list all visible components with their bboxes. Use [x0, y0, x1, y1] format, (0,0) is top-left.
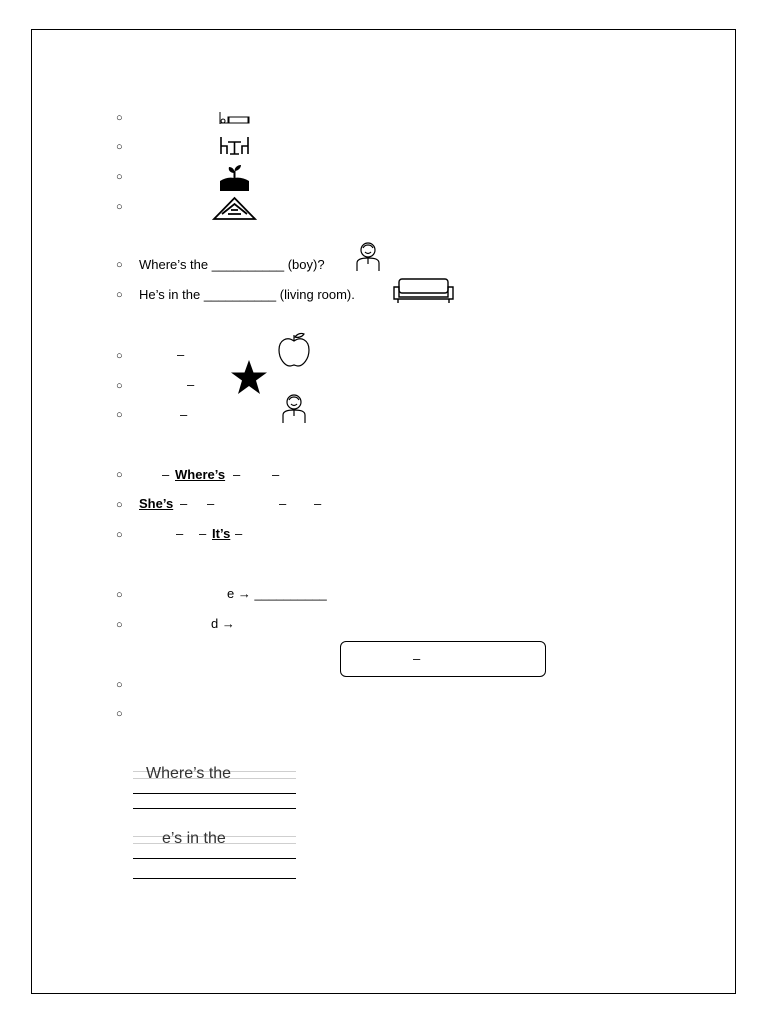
- dash: –: [180, 407, 188, 422]
- dash: –: [233, 467, 241, 482]
- plant-sprout-icon: [219, 164, 250, 192]
- worksheet-page: [31, 29, 736, 994]
- dash: –: [177, 347, 185, 362]
- handwriting-trace-text: Where’s the: [146, 765, 232, 782]
- letter-arrow-row: e → __________: [227, 586, 327, 601]
- bullet: ○: [116, 289, 123, 301]
- word-chunk: She’s: [139, 496, 174, 511]
- dash: –: [162, 467, 170, 482]
- letter-arrow-row: d →: [211, 616, 235, 631]
- bullet: ○: [116, 259, 123, 271]
- dash: –: [199, 526, 207, 541]
- bullet: ○: [116, 529, 123, 541]
- attic-roof-icon: [212, 196, 257, 221]
- writing-line[interactable]: [133, 793, 296, 794]
- star-icon: [230, 359, 268, 395]
- dash: –: [207, 496, 215, 511]
- bullet: ○: [116, 499, 123, 511]
- writing-line[interactable]: [133, 858, 296, 859]
- writing-line[interactable]: [133, 808, 296, 809]
- bullet: ○: [116, 350, 123, 362]
- bullet: ○: [116, 679, 123, 691]
- writing-line[interactable]: [133, 878, 296, 879]
- word-chunk: Where’s: [175, 467, 226, 482]
- bullet: ○: [116, 201, 123, 213]
- bullet: ○: [116, 619, 123, 631]
- box-text: –: [413, 651, 421, 666]
- bed-icon: [219, 110, 251, 126]
- dash: –: [272, 467, 280, 482]
- apple-icon: [277, 331, 311, 368]
- dash: –: [235, 526, 243, 541]
- bullet: ○: [116, 112, 123, 124]
- dash: –: [187, 377, 195, 392]
- dash: –: [279, 496, 287, 511]
- bullet: ○: [116, 469, 123, 481]
- boy-icon: [354, 240, 382, 272]
- bullet: ○: [116, 380, 123, 392]
- dash: –: [180, 496, 188, 511]
- word-box: [340, 641, 546, 677]
- bullet: ○: [116, 708, 123, 720]
- bullet: ○: [116, 589, 123, 601]
- answer-blank[interactable]: __________: [203, 287, 277, 302]
- handwriting-trace-text: e’s in the: [162, 830, 226, 847]
- answer-blank[interactable]: __________: [211, 257, 285, 272]
- bullet: ○: [116, 171, 123, 183]
- dash: –: [314, 496, 322, 511]
- bullet: ○: [116, 141, 123, 153]
- dash: –: [176, 526, 184, 541]
- boy-icon: [280, 392, 308, 424]
- dining-table-icon: [219, 135, 250, 156]
- bullet: ○: [116, 409, 123, 421]
- answer-sentence: He’s in the __________ (living room).: [139, 287, 355, 302]
- word-chunk: It’s: [212, 526, 231, 541]
- question-sentence: Where’s the __________ (boy)?: [139, 257, 325, 272]
- answer-blank[interactable]: __________: [254, 586, 327, 601]
- sofa-icon: [392, 277, 455, 305]
